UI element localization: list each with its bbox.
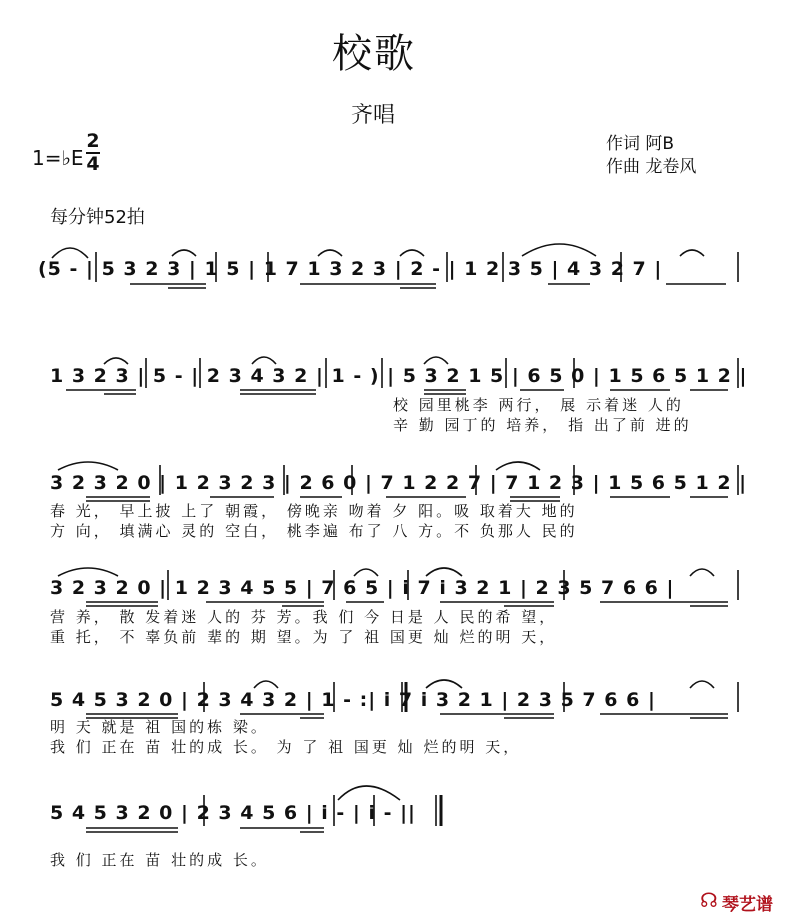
system-6-lyric-1: 我 们 正在 苗 壮的成 长。 — [50, 851, 269, 869]
system-3-lyric-1: 春 光， 早上披 上了 朝霞， 傍晚亲 吻着 夕 阳。吸 取着大 地的 — [50, 502, 578, 520]
system-4-notes: 3 2 3 2 0 | 1 2 3 4 5 5 | 7 6 5 | i 7 i 3 2 1 | 2 3 5 7 6 6 | — [50, 577, 675, 599]
composer: 作曲 龙卷风 — [606, 157, 697, 177]
logo-icon: ☊ — [700, 888, 718, 912]
system-2-notes: 1 3 2 3 | 5 - | 2 3 4 3 2 | 1 - ) | 5 3 2 1 5 | 6 5 0 | 1 5 6 5 1 2 | — [50, 365, 748, 387]
system-3-notes: 3 2 3 2 0 | 1 2 3 2 3 | 2 6 0 | 7 1 2 2 7 | 7 1 2 3 | 1 5 6 5 1 2 | — [50, 472, 748, 494]
system-4-lyric-1: 营 养， 散 发着迷 人的 芬 芳。我 们 今 日是 人 民的希 望， — [50, 608, 558, 626]
system-3-lyric-2: 方 向， 填满心 灵的 空白， 桃李遍 布了 八 方。不 负那人 民的 — [50, 522, 578, 540]
key-signature: 1=♭E — [32, 146, 84, 170]
time-bottom: 4 — [86, 153, 100, 175]
site-logo-text: 琴艺谱 — [722, 895, 773, 915]
system-5-lyric-1: 明 天 就是 祖 国的栋 梁。 — [50, 718, 269, 736]
lyricist: 作词 阿B — [606, 134, 675, 154]
system-4-lyric-2: 重 托， 不 辜负前 辈的 期 望。为 了 祖 国更 灿 烂的明 天， — [50, 628, 558, 646]
time-signature — [86, 132, 100, 174]
time-top: 2 — [86, 130, 100, 152]
tempo-marking: 每分钟52拍 — [50, 207, 145, 228]
system-6-notes: 5 4 5 3 2 0 | 2 3 4 5 6 | i - | i - || — [50, 802, 416, 824]
song-title: 校歌 — [332, 31, 416, 77]
system-5-notes: 5 4 5 3 2 0 | 2 3 4 3 2 | 1 - :| i 7 i 3 2 1 | 2 3 5 7 6 6 | — [50, 689, 656, 711]
system-2-lyric-2: 辛 勤 园丁的 培养， 指 出了前 进的 — [393, 416, 692, 434]
system-5-lyric-2: 我 们 正在 苗 壮的成 长。 为 了 祖 国更 灿 烂的明 天， — [50, 738, 522, 756]
system-2-lyric-1: 校 园里桃李 两行， 展 示着迷 人的 — [393, 396, 684, 414]
system-1-notes: (5 - | 5 3 2 3 | 1 5 | 1 7 1 3 2 3 | 2 - | 1 2 3 5 | 4 3 2 7 | — [38, 258, 663, 280]
performance-type: 齐唱 — [351, 103, 396, 128]
